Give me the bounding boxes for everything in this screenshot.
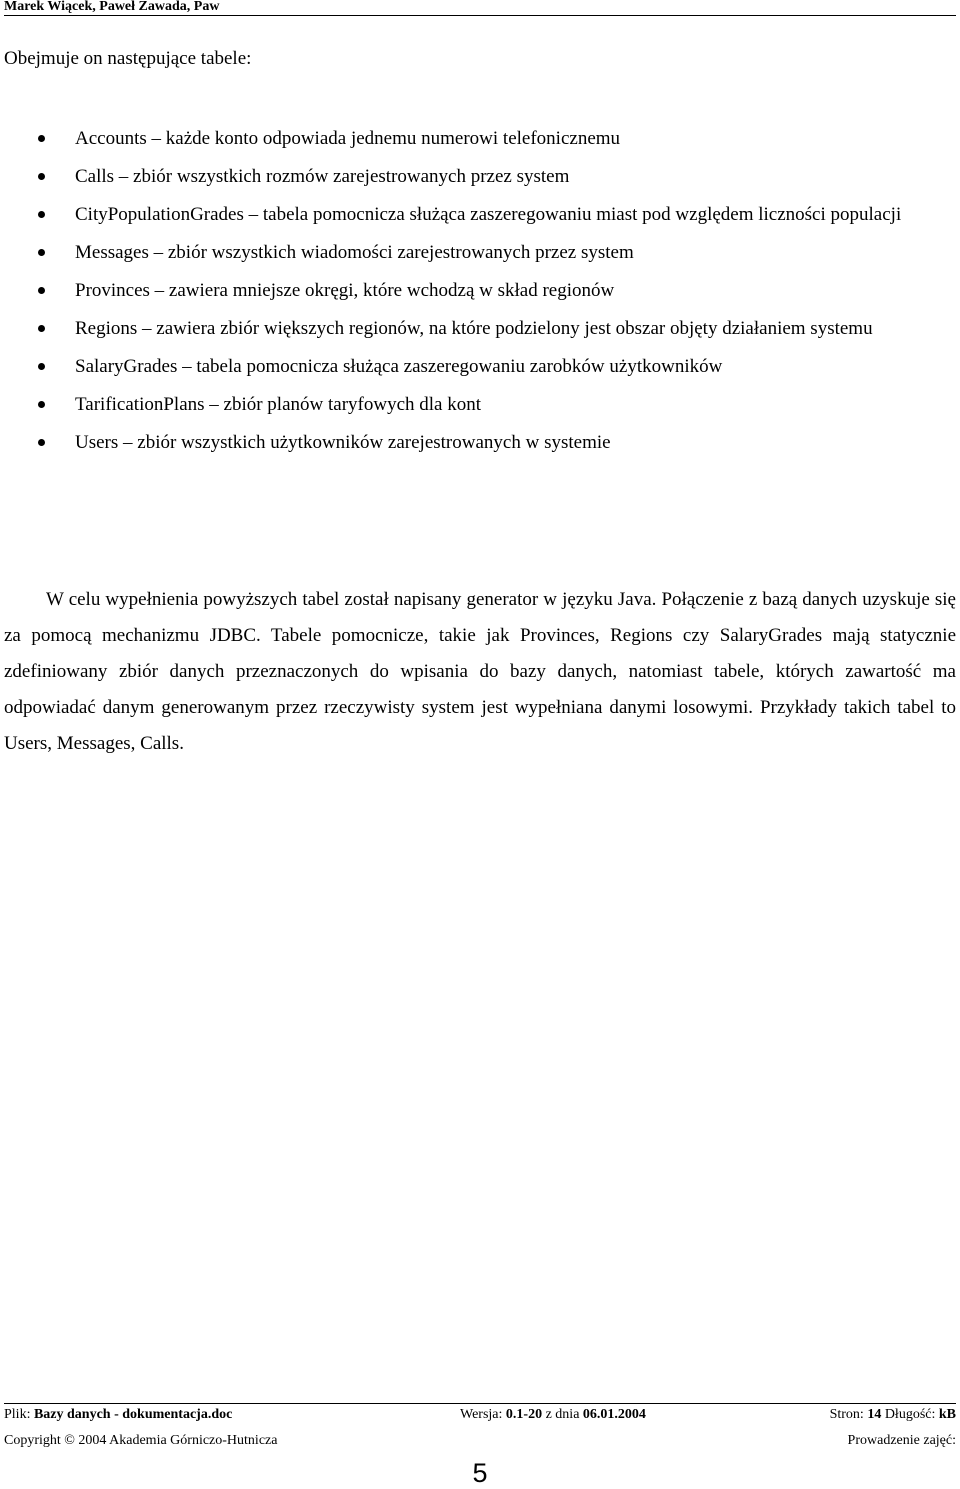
list-item: [0, 424, 955, 462]
footer-pages: [830, 1407, 956, 1423]
bullet-icon: [38, 287, 45, 294]
classes-label: Prowadzenie zajęć:: [847, 1433, 956, 1448]
file-label: Plik:: [4, 1407, 31, 1422]
bullet-icon: [38, 439, 45, 446]
list-item-text: Provinces – zawiera mniejsze okręgi, które wchodzą w skład regionów: [75, 280, 615, 301]
header-authors: Marek Wiącek, Paweł Zawada, Paw: [4, 0, 220, 14]
bullet-icon: [38, 363, 45, 370]
page-number: 5: [472, 1458, 488, 1488]
list-item-text: Calls – zbiór wszystkich rozmów zarejestrowanych przez system: [75, 166, 570, 187]
intro-text: Obejmuje on następujące tabele:: [4, 48, 252, 69]
version-label: Wersja:: [460, 1407, 503, 1422]
list-item: [0, 272, 955, 310]
bullet-icon: [38, 325, 45, 332]
list-item-text: TarificationPlans – zbiór planów taryfowych dla kont: [75, 394, 482, 415]
list-item: [0, 158, 955, 196]
bullet-icon: [38, 211, 45, 218]
footer-file: [4, 1407, 232, 1423]
list-item: [0, 196, 955, 234]
list-item-text: Users – zbiór wszystkich użytkowników zarejestrowanych w systemie: [75, 432, 611, 453]
list-item: [0, 234, 955, 272]
list-item: [0, 120, 955, 158]
pages-label: Stron:: [829, 1407, 864, 1422]
bullet-icon: [38, 249, 45, 256]
page-header: [4, 0, 956, 16]
bullet-icon: [38, 173, 45, 180]
length-value: kB: [938, 1407, 956, 1422]
list-item-text: Regions – zawiera zbiór większych regionów, na które podzielony jest obszar objęty działaniem systemu: [75, 318, 873, 339]
date-label: z dnia: [545, 1407, 580, 1422]
list-item: [0, 348, 955, 386]
body-paragraph: W celu wypełnienia powyższych tabel został napisany generator w języku Java. Połączenie z bazą danych uzyskuje się za pomocą mechanizmu JDBC. Tabele pomocnicze, takie jak Provinces, Regions czy SalaryGrades mają statycznie zdefiniowany zbiór danych przeznaczonych do wpisania do bazy danych, natomiast tabele, których zawartość ma odpowiadać danym generowanym przez rzeczywisty system jest wypełniana danymi losowymi. Przykłady takich tabel to Users, Messages, Calls.: [4, 589, 956, 754]
pages-value: 14: [867, 1407, 882, 1422]
tables-list: [0, 120, 960, 462]
list-item-text: Messages – zbiór wszystkich wiadomości zarejestrowanych przez system: [75, 242, 634, 263]
footer-version: [460, 1407, 646, 1423]
list-item-text: CityPopulationGrades – tabela pomocnicza służąca zaszeregowaniu miast pod względem liczności populacji: [75, 204, 902, 225]
list-item-text: SalaryGrades – tabela pomocnicza służąca zaszeregowaniu zarobków użytkowników: [75, 356, 723, 377]
list-item: [0, 386, 955, 424]
copyright-text: Copyright © 2004 Akademia Górniczo-Hutnicza: [4, 1433, 278, 1448]
list-item-text: Accounts – każde konto odpowiada jednemu numerowi telefonicznemu: [75, 128, 621, 149]
bullet-icon: [38, 135, 45, 142]
version-value: 0.1-20: [505, 1407, 543, 1422]
file-name: Bazy danych - dokumentacja.doc: [33, 1407, 233, 1422]
length-label: Długość:: [884, 1407, 936, 1422]
list-item: [0, 310, 955, 348]
date-value: 06.01.2004: [582, 1407, 646, 1422]
bullet-icon: [38, 401, 45, 408]
